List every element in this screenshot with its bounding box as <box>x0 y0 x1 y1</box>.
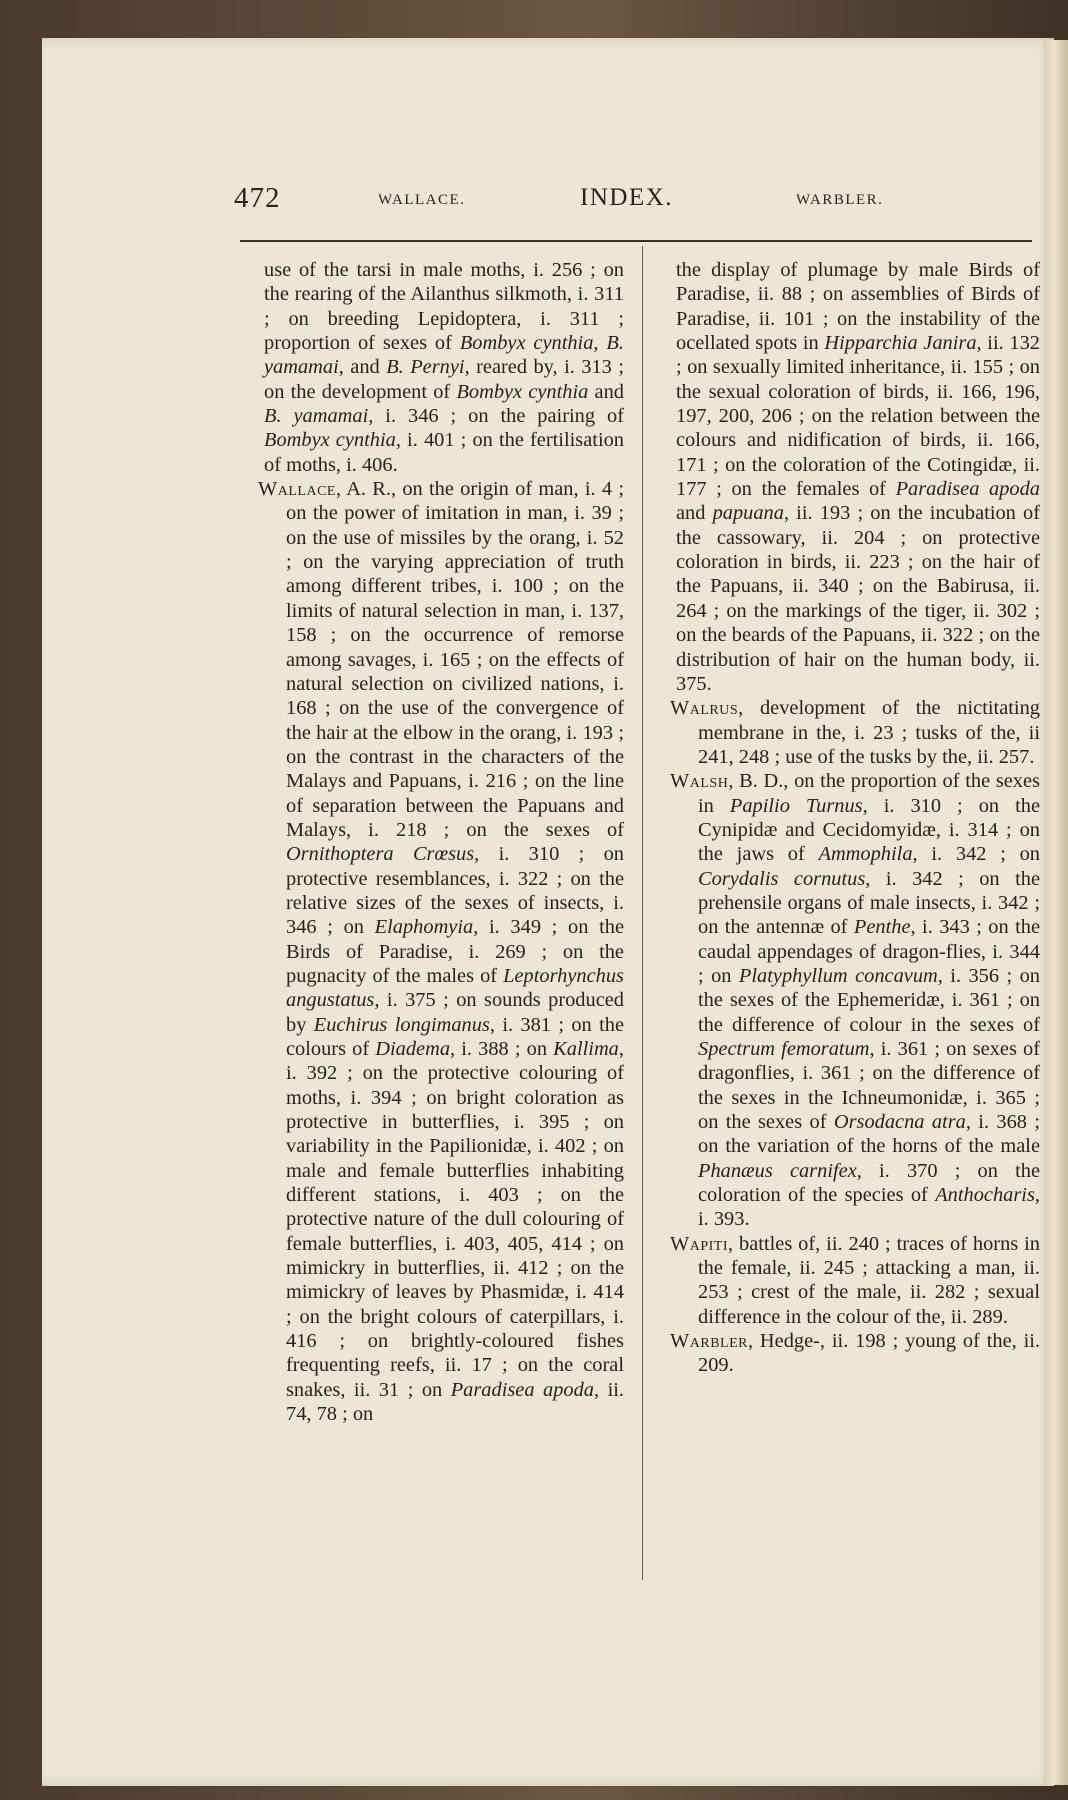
index-entry <box>258 477 625 1426</box>
index-entry <box>670 1232 1040 1329</box>
page-number: 472 <box>234 182 281 214</box>
index-entry <box>670 1329 1040 1378</box>
entry-heading: Wallace <box>258 478 336 501</box>
entry-text: , i. 393. <box>698 1184 1040 1231</box>
italic-term: Spectrum femoratum <box>698 1038 870 1060</box>
italic-term: Euchirus longimanus <box>313 1013 490 1036</box>
italic-term: Phanæus carnifex <box>698 1159 857 1182</box>
entry-text: , development of the nictitating membrane in the, i. 23 ; tusks of the, ii 241, 248 ; use of the tusks by the, ii. 257. <box>698 697 1040 768</box>
entry-text: , i. 343 ; on the caudal appendages of dragon-flies, i. 344 ; on <box>698 916 1040 987</box>
entry-text: , Hedge-, ii. 198 ; young of the, ii. 209. <box>698 1330 1040 1377</box>
column-divider <box>642 246 643 1580</box>
italic-term: Elaphomyia <box>374 916 474 939</box>
header-last-entry: WARBLER. <box>796 192 884 208</box>
italic-term: Leptorhynchus angustatus <box>286 964 624 1012</box>
entry-text: , ii. 132 ; on sexually limited inheritance, ii. 155 ; on the sexual coloration of birds, ii. 166, 196, 197, 200, 206 ; on the relation between the colours and nidification of birds, ii. 166, 171 ; on the coloration of the Cotingidæ, ii. 177 ; on the females of <box>676 332 1040 501</box>
header-first-entry: WALLACE. <box>378 192 466 208</box>
index-entry-continuation <box>676 258 1040 696</box>
italic-term: Paradisea apoda <box>450 1378 594 1401</box>
italic-term: Papilio Turnus <box>729 794 863 817</box>
entry-text: , i. 346 ; on the pairing of <box>368 405 624 428</box>
italic-term: B. yamamai <box>264 405 369 428</box>
entry-heading: Wapiti <box>670 1232 729 1255</box>
entry-heading: Walrus <box>670 697 739 720</box>
entry-heading: Walsh <box>670 770 729 793</box>
italic-term: Kallima <box>553 1038 619 1060</box>
italic-term: B. yamamai <box>264 332 624 379</box>
entry-text: , i. 392 ; on the protective colouring of moths, i. 394 ; on bright coloration as protective in butterflies, i. 395 ; on variability in the Papilionidæ, i. 402 ; on male and female butterflies inhabiting different stations, i. 403 ; on the protective nature of the dull colouring of female butterflies, i. 403, 405, 414 ; on mimickry in butterflies, ii. 412 ; on the mimickry of leaves by Phasmidæ, i. 414 ; on the bright colours of caterpillars, i. 416 ; on brightly-coloured fishes frequenting reefs, ii. 17 ; on the coral snakes, ii. 31 ; on <box>286 1038 624 1401</box>
entry-text: , i. 370 ; on the coloration of the species of <box>698 1159 1040 1207</box>
italic-term: Ornithoptera Crœsus <box>286 843 475 866</box>
entry-text: , i. 356 ; on the sexes of the Ephemeridæ, i. 361 ; on the difference of colour in the sexes of <box>698 964 1040 1036</box>
entry-text: , i. 342 ; on <box>912 843 1040 866</box>
index-entry-continuation <box>264 258 624 477</box>
entry-text: , i. 381 ; on the colours of <box>286 1013 624 1060</box>
entry-text: and <box>676 502 713 525</box>
entry-text: , ii. 74, 78 ; on <box>286 1378 625 1426</box>
header-rule <box>240 240 1032 242</box>
entry-text: , i. 375 ; on sounds produced by <box>286 989 624 1036</box>
entry-text: , i. 388 ; on <box>450 1038 554 1060</box>
italic-term: B. Pernyi <box>386 356 465 379</box>
entry-text: , reared by, i. 313 ; on the development of <box>264 356 624 403</box>
header-title: INDEX. <box>580 184 674 211</box>
index-entry <box>670 696 1040 769</box>
italic-term: Paradisea apoda <box>895 478 1040 501</box>
entry-text: the display of plumage by male Birds of Paradise, ii. 88 ; on assemblies of Birds of Paradise, ii. 101 ; on the instability of the ocellated spots in <box>676 259 1040 355</box>
entry-text: , battles of, ii. 240 ; traces of horns in the female, ii. 245 ; attacking a man, ii. 253 ; crest of the male, ii. 282 ; sexual difference in the colour of the, ii. 289. <box>698 1232 1040 1328</box>
entry-text: , i. 368 ; on the variation of the horns of the male <box>698 1111 1040 1158</box>
entry-text: , i. 401 ; on the fertilisation of moths, i. 406. <box>264 429 624 476</box>
entry-text: and <box>588 380 624 403</box>
italic-term: Bombyx cynthia <box>456 380 589 403</box>
entry-text: use of the tarsi in male moths, i. 256 ; on the rearing of the Ailanthus silkmoth, i. 311 ; on breeding Lepidoptera, i. 311 ; proportion of sexes of <box>264 259 624 355</box>
entry-text: , i. 342 ; on the prehensile organs of male insects, i. 342 ; on the antennæ of <box>698 867 1041 939</box>
italic-term: Ammophila <box>818 843 913 866</box>
italic-term: Bombyx cynthia <box>459 332 594 355</box>
italic-term: Hipparchia Janira <box>824 332 977 355</box>
index-column-right <box>670 258 1041 1378</box>
italic-term: Bombyx cynthia <box>264 429 396 452</box>
entry-text: , i. 310 ; on protective resemblances, i. 322 ; on the relative sizes of the sexes of insects, i. 346 ; on <box>286 843 624 939</box>
index-column-left <box>258 258 625 1427</box>
italic-term: Orsodacna atra <box>833 1111 966 1134</box>
entry-text: , ii. 193 ; on the incubation of the cassowary, ii. 204 ; on protective coloration in birds, ii. 223 ; on the hair of the Papuans, ii. 340 ; on the Babirusa, ii. 264 ; on the markings of the tiger, ii. 302 ; on the beards of the Papuans, ii. 322 ; on the distribution of hair on the human body, ii. 375. <box>676 502 1040 695</box>
entry-text: , B. D., on the proportion of the sexes in <box>698 770 1040 817</box>
entry-text: , i. 361 ; on sexes of dragonflies, i. 361 ; on the difference of the sexes in the Ichneumonidæ, i. 365 ; on the sexes of <box>698 1038 1040 1134</box>
page-edge <box>1044 40 1068 1785</box>
index-entry <box>670 769 1041 1232</box>
entry-text: , i. 310 ; on the Cynipidæ and Cecidomyidæ, i. 314 ; on the jaws of <box>698 794 1041 866</box>
entry-text: , <box>593 332 607 355</box>
entry-text: , A. R., on the origin of man, i. 4 ; on the power of imitation in man, i. 39 ; on the use of missiles by the orang, i. 52 ; on the varying appreciation of truth among different tribes, i. 100 ; on the limits of natural selection in man, i. 137, 158 ; on the occurrence of remorse among savages, i. 165 ; on the effects of natural selection on civilized nations, i. 168 ; on the use of the convergence of the hair at the elbow in the orang, i. 193 ; on the contrast in the characters of the Malays and Papuans, i. 216 ; on the line of separation between the Papuans and Malays, i. 218 ; on the sexes of <box>286 478 624 841</box>
italic-term: Diadema <box>375 1038 451 1060</box>
italic-term: Penthe <box>853 916 911 939</box>
italic-term: Corydalis cornutus <box>698 867 866 890</box>
italic-term: Platyphyllum concavum <box>738 964 938 987</box>
italic-term: papuana <box>712 502 784 525</box>
entry-text: , i. 349 ; on the Birds of Paradise, i. 269 ; on the pugnacity of the males of <box>286 916 625 987</box>
entry-text: , and <box>338 356 387 379</box>
italic-term: Anthocharis <box>935 1184 1035 1207</box>
entry-heading: Warbler <box>670 1330 748 1353</box>
running-header <box>234 182 1040 232</box>
